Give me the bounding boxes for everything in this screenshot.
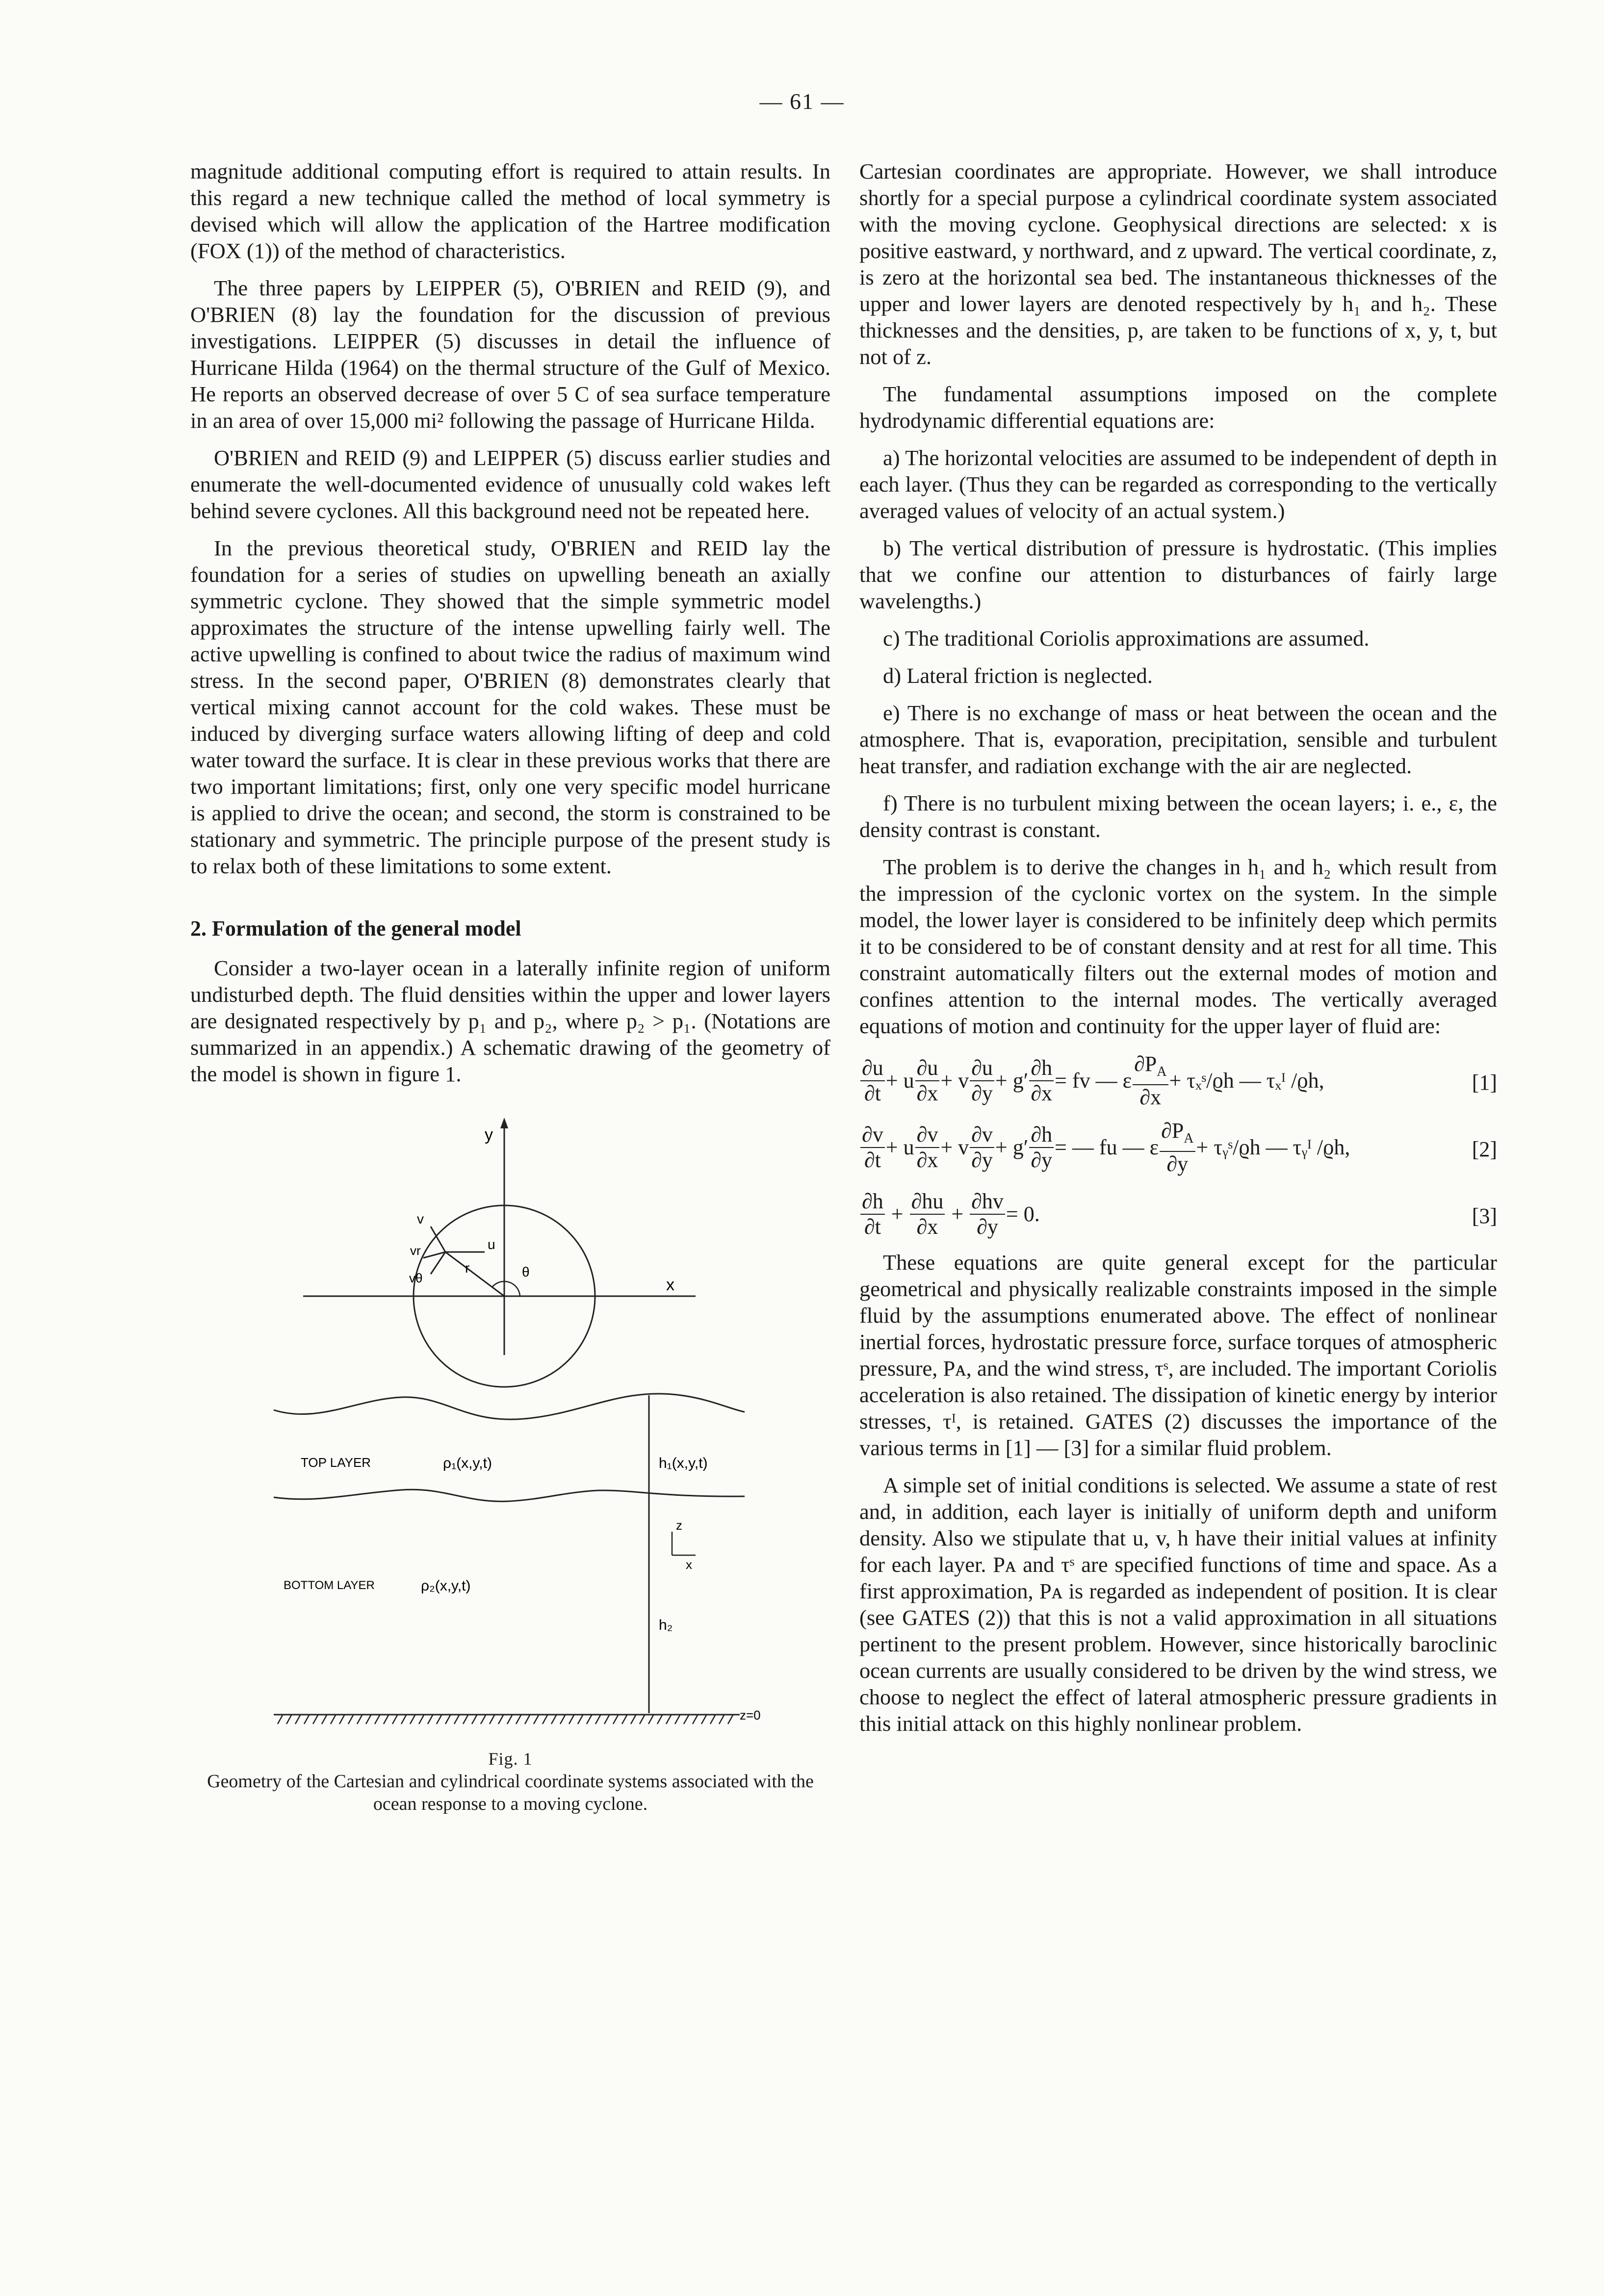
- assumption-item: c) The traditional Coriolis approximations are assumed.: [883, 626, 1370, 651]
- paragraph: Consider a two-layer ocean in a laterally infinite region of uniform undisturbed depth. The fluid densities within the upper and lower layers are designated respectively by p₁ and p₂, where p₂ > p₁. (Notations are summarized in an appendix.) A schematic drawing of the geometry of the model is shown in figure 1.: [190, 956, 830, 1086]
- x-axis-label: x: [666, 1276, 674, 1294]
- equation-number: [2]: [1472, 1137, 1497, 1161]
- paragraph: The three papers by LEIPPER (5), O'BRIEN and REID (9), and O'BRIEN (8) lay the foundation for the discussion of previous investigations. LEIPPER (5) discusses in detail the influence of Hurricane Hilda (1964) on the thermal structure of the Gulf of Mexico. He reports an observed decrease of over 5 C of sea surface temperature in an area of over 15,000 mi² following the passage of Hurricane Hilda.: [190, 276, 830, 433]
- eq2-rhs: = — fu — ε: [1055, 1135, 1159, 1159]
- h1-label: h₁(x,y,t): [659, 1455, 708, 1471]
- equation-number: [1]: [1472, 1070, 1497, 1095]
- eq2-tail: + τᵧˢ/ϱh — τᵧᴵ /ϱh,: [1196, 1135, 1350, 1159]
- paragraph: These equations are quite general except for the particular geometrical and physically realizable constraints imposed in the simple fluid by the assumptions enumerated above. The effect of nonlinear inertial forces, hydrostatic pressure force, surface torques of atmospheric pressure, Pᴀ, and the wind stress, τˢ, are included. The important Coriolis acceleration is also retained. The dissipation of kinetic energy by interior stresses, τᴵ, is retained. GATES (2) discusses the importance of the various terms in [1] — [3] for a similar fluid problem.: [859, 1250, 1497, 1460]
- figure-1: [190, 1105, 830, 1851]
- section-heading: 2. Formulation of the general model: [190, 916, 521, 940]
- sea-bed-hatching: [278, 1715, 733, 1724]
- figure-caption: [190, 1748, 830, 1815]
- paragraph: The problem is to derive the changes in h₁ and h₂ which result from the impression of the cyclonic vortex on the system. In the simple model, the lower layer is considered to be infinitely deep which permits it to be considered to be of constant density and at rest for all time. This constraint automatically filters out the external modes of motion and confines attention to the internal modes. The vertically averaged equations of motion and continuity for the upper layer of fluid are:: [859, 855, 1497, 1038]
- equation-3: $\frac{\partial h}{\partial t}$ + $\frac{\partial hu}{\partial x}$ + $\frac{\partial hv}{\partial y}$ = 0. [3]: [859, 1183, 1497, 1245]
- eq3-rhs: = 0.: [1006, 1202, 1040, 1226]
- eq1-tail: + τₓˢ/ϱh — τₓᴵ /ϱh,: [1169, 1069, 1324, 1093]
- paragraph: In the previous theoretical study, O'BRIEN and REID lay the foundation for a series of studies on upwelling beneath an axially symmetric cyclone. They showed that the simple symmetric model approximates the structure of the intense upwelling fairly well. The active upwelling is confined to about twice the radius of maximum wind stress. In the second paper, O'BRIEN (8) demonstrates clearly that vertical mixing cannot account for the cold wakes. These must be induced by diverging surface waters allowing lifting of deep and cold water toward the surface. It is clear in these previous works that there are two important limitations; first, only one very specific model hurricane is applied to drive the ocean; and second, the storm is constrained to be stationary and symmetric. The principle purpose of the present study is to relax both of these limitations to some extent.: [190, 536, 830, 878]
- caption-text: Geometry of the Cartesian and cylindrical coordinate systems associated with the ocean response to a moving cyclone.: [207, 1771, 814, 1814]
- equation-2: $\frac{\partial v}{\partial t}$ + u $\frac{\partial v}{\partial x}$ + v $\frac{\partial v}{\partial y}$ + g′ $\frac{\partial h}{\partial y}$ = — fu — ε $\frac{\partial P_A}{\partial y}$ + τᵧˢ/ϱh — τᵧᴵ /ϱh, [2]: [859, 1117, 1497, 1178]
- page-number: — 61 —: [759, 89, 845, 114]
- rho2-label: ρ₂(x,y,t): [421, 1578, 471, 1594]
- theta-label: θ: [522, 1264, 530, 1279]
- small-x-label: x: [686, 1557, 692, 1572]
- z0-label: z=0: [740, 1708, 761, 1722]
- equation-1: $\frac{\partial u}{\partial t}$ + u $\frac{\partial u}{\partial x}$ + v $\frac{\partial u}{\partial y}$ + g′ $\frac{\partial h}{\partial x}$ = fv — ε $\frac{\partial P_A}{\partial x}$ + τₓˢ/ϱh — τₓᴵ /ϱh, [1]: [859, 1050, 1497, 1112]
- sea-surface-line: [274, 1394, 745, 1419]
- assumption-item: e) There is no exchange of mass or heat between the ocean and the atmosphere. That is, evaporation, precipitation, sensible and turbulent heat transfer, and radiation exchange with the air are neglected.: [859, 701, 1497, 778]
- u-label: u: [488, 1237, 495, 1252]
- paragraph: O'BRIEN and REID (9) and LEIPPER (5) discuss earlier studies and enumerate the well-documented evidence of unusually cold wakes left behind severe cyclones. All this background need not be repeated here.: [190, 445, 830, 523]
- interface-line: [274, 1489, 745, 1501]
- paragraph: Cartesian coordinates are appropriate. However, we shall introduce shortly for a special purpose a cylindrical coordinate system associated with the moving cyclone. Geophysical directions are selected: x is positive eastward, y northward, and z upward. The vertical coordinate, z, is zero at the horizontal sea bed. The instantaneous thicknesses of the upper and lower layers are denoted respectively by h₁ and h₂. These thicknesses and the densities, p, are taken to be functions of x, y, t, but not of z.: [859, 159, 1497, 369]
- radius-line: [445, 1252, 504, 1296]
- assumption-item: b) The vertical distribution of pressure is hydrostatic. (This implies that we confine our attention to disturbances of fairly large wavelengths.): [859, 536, 1497, 613]
- v-label: v: [417, 1211, 424, 1226]
- y-axis-arrow: [500, 1118, 508, 1128]
- h2-label: h₂: [659, 1617, 673, 1633]
- small-z-label: z: [676, 1518, 682, 1533]
- theta-arc: [492, 1281, 520, 1296]
- figure-label: Fig. 1: [488, 1749, 533, 1769]
- equation-number: [3]: [1472, 1204, 1497, 1228]
- vr-label: vr: [410, 1243, 421, 1258]
- eq1-rhs: = fv — ε: [1055, 1069, 1132, 1093]
- paragraph: The fundamental assumptions imposed on the complete hydrodynamic differential equations are:: [859, 382, 1497, 433]
- assumption-item: a) The horizontal velocities are assumed to be independent of depth in each layer. (Thus they can be regarded as corresponding to the vertically averaged values of velocity of an actual system.): [859, 445, 1497, 523]
- r-label: r: [465, 1260, 470, 1276]
- rho1-label: ρ₁(x,y,t): [443, 1455, 492, 1471]
- top-layer-label: TOP LAYER: [301, 1455, 371, 1470]
- geometry-diagram: [190, 1105, 830, 1743]
- left-column: [190, 158, 830, 1851]
- vtheta-label: vθ: [409, 1271, 423, 1285]
- assumption-item: d) Lateral friction is neglected.: [883, 663, 1153, 688]
- paragraph: A simple set of initial conditions is selected. We assume a state of rest and, in addition, each layer is initially of uniform depth and uniform density. Also we stipulate that u, v, h have their initial values at infinity for each layer. Pᴀ and τˢ are specified functions of time and space. As a first approximation, Pᴀ is regarded as independent of position. It is clear (see GATES (2)) that this is not a valid approximation in all situations pertinent to the present problem. However, since historically baroclinic ocean currents are usually considered to be driven by the wind stress, we choose to neglect the effect of lateral atmospheric pressure gradients in this initial attack on this highly nonlinear problem.: [859, 1473, 1497, 1736]
- y-axis-label: y: [485, 1125, 493, 1144]
- right-column: [859, 158, 1497, 1748]
- bottom-layer-label: BOTTOM LAYER: [284, 1579, 375, 1592]
- assumption-item: f) There is no turbulent mixing between the ocean layers; i. e., ε, the density contrast is constant.: [859, 791, 1497, 842]
- paragraph: magnitude additional computing effort is required to attain results. In this regard a new technique called the method of local symmetry is devised which will allow the application of the Hartree modification (FOX (1)) of the method of characteristics.: [190, 159, 830, 263]
